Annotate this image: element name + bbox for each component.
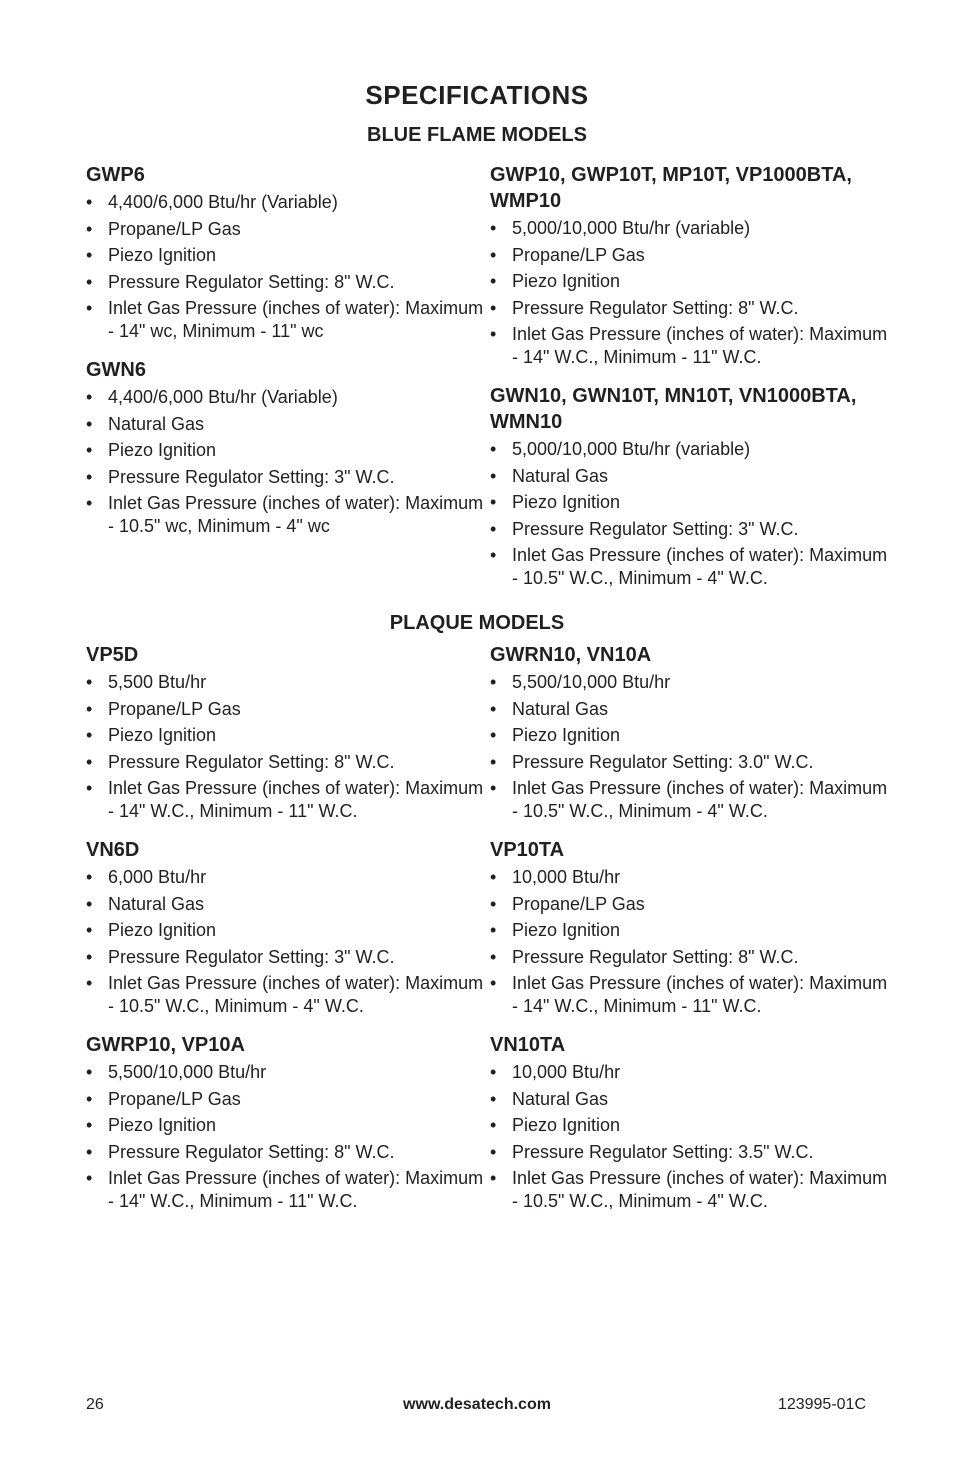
model-block — [86, 162, 486, 343]
bullet-icon: • — [490, 920, 497, 940]
spec-item — [490, 724, 890, 747]
spec-list — [86, 191, 486, 343]
bullet-icon: • — [86, 1115, 93, 1135]
bullet-icon: • — [86, 1062, 93, 1082]
spec-text: Inlet Gas Pressure (inches of water): Maximum - 10.5" W.C., Minimum - 4" W.C. — [512, 545, 888, 588]
bullet-icon: • — [490, 672, 497, 692]
spec-item — [86, 297, 486, 343]
section-heading-plaque: PLAQUE MODELS — [389, 612, 565, 634]
model-name: GWN10, GWN10T, MN10T, VN1000BTA, WMN10 — [490, 385, 857, 433]
bullet-icon: • — [490, 1088, 497, 1109]
bullet-icon: • — [86, 245, 93, 265]
spec-item — [490, 1167, 890, 1213]
bullet-icon: • — [86, 946, 93, 967]
spec-text: 5,000/10,000 Btu/hr (variable) — [512, 218, 751, 238]
spec-text: Piezo Ignition — [108, 245, 217, 265]
spec-text: Piezo Ignition — [108, 440, 217, 460]
spec-item — [490, 1141, 890, 1164]
spec-item — [86, 1114, 486, 1137]
bullet-icon: • — [490, 465, 497, 486]
spec-text: Inlet Gas Pressure (inches of water): Maximum - 14" W.C., Minimum - 11" W.C. — [512, 324, 888, 367]
spec-text: Pressure Regulator Setting: 8" W.C. — [512, 946, 799, 967]
bullet-icon: • — [490, 1062, 497, 1082]
spec-item — [86, 751, 486, 774]
spec-text: Piezo Ignition — [512, 920, 621, 940]
spec-list — [490, 217, 890, 369]
bullet-icon: • — [86, 413, 93, 434]
bullet-icon: • — [86, 698, 93, 719]
model-name: VP10TA — [490, 839, 565, 861]
spec-text: Pressure Regulator Setting: 3" W.C. — [512, 518, 799, 539]
bullet-icon: • — [490, 244, 497, 265]
model-block — [86, 642, 486, 823]
bullet-icon: • — [86, 466, 93, 487]
spec-item — [86, 466, 486, 489]
bullet-icon: • — [86, 672, 93, 692]
spec-list — [490, 1061, 890, 1213]
spec-text: Piezo Ignition — [512, 271, 621, 291]
blue-flame-left-column — [86, 162, 486, 552]
spec-item — [86, 946, 486, 969]
spec-text: Pressure Regulator Setting: 8" W.C. — [108, 1141, 395, 1162]
model-name: GWRP10, VP10A — [86, 1034, 245, 1056]
spec-text: Inlet Gas Pressure (inches of water): Maximum - 10.5" W.C., Minimum - 4" W.C. — [512, 1168, 888, 1211]
spec-item — [86, 439, 486, 462]
footer-page-number: 26 — [86, 1396, 104, 1413]
bullet-icon: • — [490, 1168, 497, 1188]
spec-text: Propane/LP Gas — [108, 1088, 241, 1109]
spec-text: 5,000/10,000 Btu/hr (variable) — [512, 439, 751, 459]
spec-item — [490, 972, 890, 1018]
spec-text: 5,500/10,000 Btu/hr — [512, 672, 671, 692]
spec-text: Pressure Regulator Setting: 3" W.C. — [108, 946, 395, 967]
spec-item — [490, 518, 890, 541]
spec-item — [490, 544, 890, 590]
model-block — [490, 162, 890, 369]
bullet-icon: • — [86, 920, 93, 940]
spec-item — [86, 1167, 486, 1213]
bullet-icon: • — [86, 1088, 93, 1109]
spec-item — [490, 323, 890, 369]
bullet-icon: • — [490, 518, 497, 539]
spec-text: Pressure Regulator Setting: 8" W.C. — [108, 271, 395, 292]
spec-text: Propane/LP Gas — [108, 218, 241, 239]
spec-item — [86, 866, 486, 889]
bullet-icon: • — [490, 751, 497, 772]
spec-item — [490, 866, 890, 889]
bullet-icon: • — [490, 778, 497, 798]
spec-item — [86, 271, 486, 294]
spec-item — [490, 297, 890, 320]
bullet-icon: • — [86, 271, 93, 292]
model-name: GWP6 — [86, 164, 145, 186]
bullet-icon: • — [490, 725, 497, 745]
spec-list — [86, 1061, 486, 1213]
spec-item — [86, 777, 486, 823]
spec-item — [86, 218, 486, 241]
spec-item — [86, 1088, 486, 1111]
spec-text: Piezo Ignition — [512, 725, 621, 745]
spec-item — [490, 671, 890, 694]
section-heading-blue-flame: BLUE FLAME MODELS — [367, 124, 587, 146]
model-block — [86, 1032, 486, 1213]
page-title: SPECIFICATIONS — [365, 80, 589, 110]
spec-text: Natural Gas — [108, 893, 205, 914]
bullet-icon: • — [490, 439, 497, 459]
spec-text: Inlet Gas Pressure (inches of water): Maximum - 10.5" W.C., Minimum - 4" W.C. — [108, 973, 484, 1016]
spec-text: 4,400/6,000 Btu/hr (Variable) — [108, 192, 338, 212]
spec-text: Inlet Gas Pressure (inches of water): Maximum - 14" wc, Minimum - 11" wc — [108, 298, 484, 341]
spec-text: Natural Gas — [512, 698, 609, 719]
model-block — [490, 1032, 890, 1213]
spec-item — [86, 972, 486, 1018]
spec-text: 4,400/6,000 Btu/hr (Variable) — [108, 387, 338, 407]
spec-item — [490, 1061, 890, 1084]
spec-list — [490, 671, 890, 823]
spec-text: Natural Gas — [108, 413, 205, 434]
spec-item — [86, 698, 486, 721]
spec-text: 5,500/10,000 Btu/hr — [108, 1062, 267, 1082]
plaque-left-column — [86, 642, 486, 1227]
spec-text: Propane/LP Gas — [512, 244, 645, 265]
spec-text: Natural Gas — [512, 465, 609, 486]
bullet-icon: • — [490, 973, 497, 993]
spec-text: 10,000 Btu/hr — [512, 867, 621, 887]
spec-text: Inlet Gas Pressure (inches of water): Maximum - 10.5" W.C., Minimum - 4" W.C. — [512, 778, 888, 821]
spec-item — [86, 1141, 486, 1164]
spec-item — [490, 491, 890, 514]
bullet-icon: • — [490, 946, 497, 967]
model-name: VN6D — [86, 839, 140, 861]
spec-item — [490, 438, 890, 461]
spec-item — [490, 751, 890, 774]
bullet-icon: • — [86, 298, 93, 318]
model-name: GWRN10, VN10A — [490, 644, 652, 666]
bullet-icon: • — [86, 778, 93, 798]
spec-list — [490, 866, 890, 1018]
spec-item — [86, 1061, 486, 1084]
spec-text: Piezo Ignition — [108, 1115, 217, 1135]
bullet-icon: • — [86, 192, 93, 212]
spec-text: Pressure Regulator Setting: 8" W.C. — [512, 297, 799, 318]
spec-item — [490, 893, 890, 916]
bullet-icon: • — [490, 1115, 497, 1135]
spec-list — [490, 438, 890, 590]
spec-item — [86, 724, 486, 747]
model-block — [490, 837, 890, 1018]
spec-item — [86, 492, 486, 538]
bullet-icon: • — [490, 297, 497, 318]
bullet-icon: • — [86, 440, 93, 460]
spec-list — [86, 866, 486, 1018]
spec-text: Piezo Ignition — [108, 920, 217, 940]
bullet-icon: • — [86, 867, 93, 887]
spec-item — [490, 217, 890, 240]
bullet-icon: • — [86, 387, 93, 407]
bullet-icon: • — [490, 324, 497, 344]
spec-item — [490, 777, 890, 823]
spec-text: Pressure Regulator Setting: 3.0" W.C. — [512, 751, 814, 772]
bullet-icon: • — [86, 973, 93, 993]
spec-item — [86, 413, 486, 436]
spec-text: Pressure Regulator Setting: 8" W.C. — [108, 751, 395, 772]
spec-item — [86, 919, 486, 942]
bullet-icon: • — [86, 725, 93, 745]
spec-item — [490, 919, 890, 942]
bullet-icon: • — [490, 271, 497, 291]
spec-item — [490, 1088, 890, 1111]
footer-document-number: 123995-01C — [777, 1396, 866, 1413]
spec-text: Pressure Regulator Setting: 3" W.C. — [108, 466, 395, 487]
spec-item — [86, 671, 486, 694]
spec-item — [86, 244, 486, 267]
plaque-right-column — [490, 642, 890, 1227]
model-name: VN10TA — [490, 1034, 566, 1056]
bullet-icon: • — [86, 1141, 93, 1162]
spec-item — [490, 270, 890, 293]
model-name: VP5D — [86, 644, 139, 666]
model-block — [490, 642, 890, 823]
spec-list — [86, 386, 486, 538]
spec-text: Inlet Gas Pressure (inches of water): Maximum - 14" W.C., Minimum - 11" W.C. — [512, 973, 888, 1016]
bullet-icon: • — [86, 751, 93, 772]
spec-text: Propane/LP Gas — [512, 893, 645, 914]
blue-flame-right-column — [490, 162, 890, 604]
spec-text: Propane/LP Gas — [108, 698, 241, 719]
spec-text: Inlet Gas Pressure (inches of water): Maximum - 10.5" wc, Minimum - 4" wc — [108, 493, 484, 536]
spec-text: Inlet Gas Pressure (inches of water): Maximum - 14" W.C., Minimum - 11" W.C. — [108, 778, 484, 821]
spec-item — [490, 1114, 890, 1137]
model-name: GWP10, GWP10T, MP10T, VP1000BTA, WMP10 — [490, 164, 852, 212]
spec-text: Natural Gas — [512, 1088, 609, 1109]
spec-item — [490, 698, 890, 721]
model-block — [490, 383, 890, 590]
bullet-icon: • — [490, 698, 497, 719]
spec-list — [86, 671, 486, 823]
bullet-icon: • — [86, 218, 93, 239]
spec-item — [86, 386, 486, 409]
spec-text: Piezo Ignition — [108, 725, 217, 745]
bullet-icon: • — [490, 1141, 497, 1162]
bullet-icon: • — [86, 493, 93, 513]
bullet-icon: • — [86, 893, 93, 914]
spec-text: Piezo Ignition — [512, 1115, 621, 1135]
spec-item — [86, 893, 486, 916]
model-name: GWN6 — [86, 359, 146, 381]
model-block — [86, 837, 486, 1018]
spec-text: 6,000 Btu/hr — [108, 867, 207, 887]
bullet-icon: • — [490, 893, 497, 914]
spec-item — [86, 191, 486, 214]
bullet-icon: • — [490, 218, 497, 238]
bullet-icon: • — [490, 545, 497, 565]
bullet-icon: • — [86, 1168, 93, 1188]
footer-website-link[interactable]: www.desatech.com — [403, 1396, 551, 1413]
bullet-icon: • — [490, 492, 497, 512]
spec-text: 5,500 Btu/hr — [108, 672, 207, 692]
spec-item — [490, 946, 890, 969]
spec-text: 10,000 Btu/hr — [512, 1062, 621, 1082]
model-block — [86, 357, 486, 538]
bullet-icon: • — [490, 867, 497, 887]
spec-text: Pressure Regulator Setting: 3.5" W.C. — [512, 1141, 814, 1162]
spec-item — [490, 465, 890, 488]
spec-text: Piezo Ignition — [512, 492, 621, 512]
spec-item — [490, 244, 890, 267]
spec-text: Inlet Gas Pressure (inches of water): Maximum - 14" W.C., Minimum - 11" W.C. — [108, 1168, 484, 1211]
